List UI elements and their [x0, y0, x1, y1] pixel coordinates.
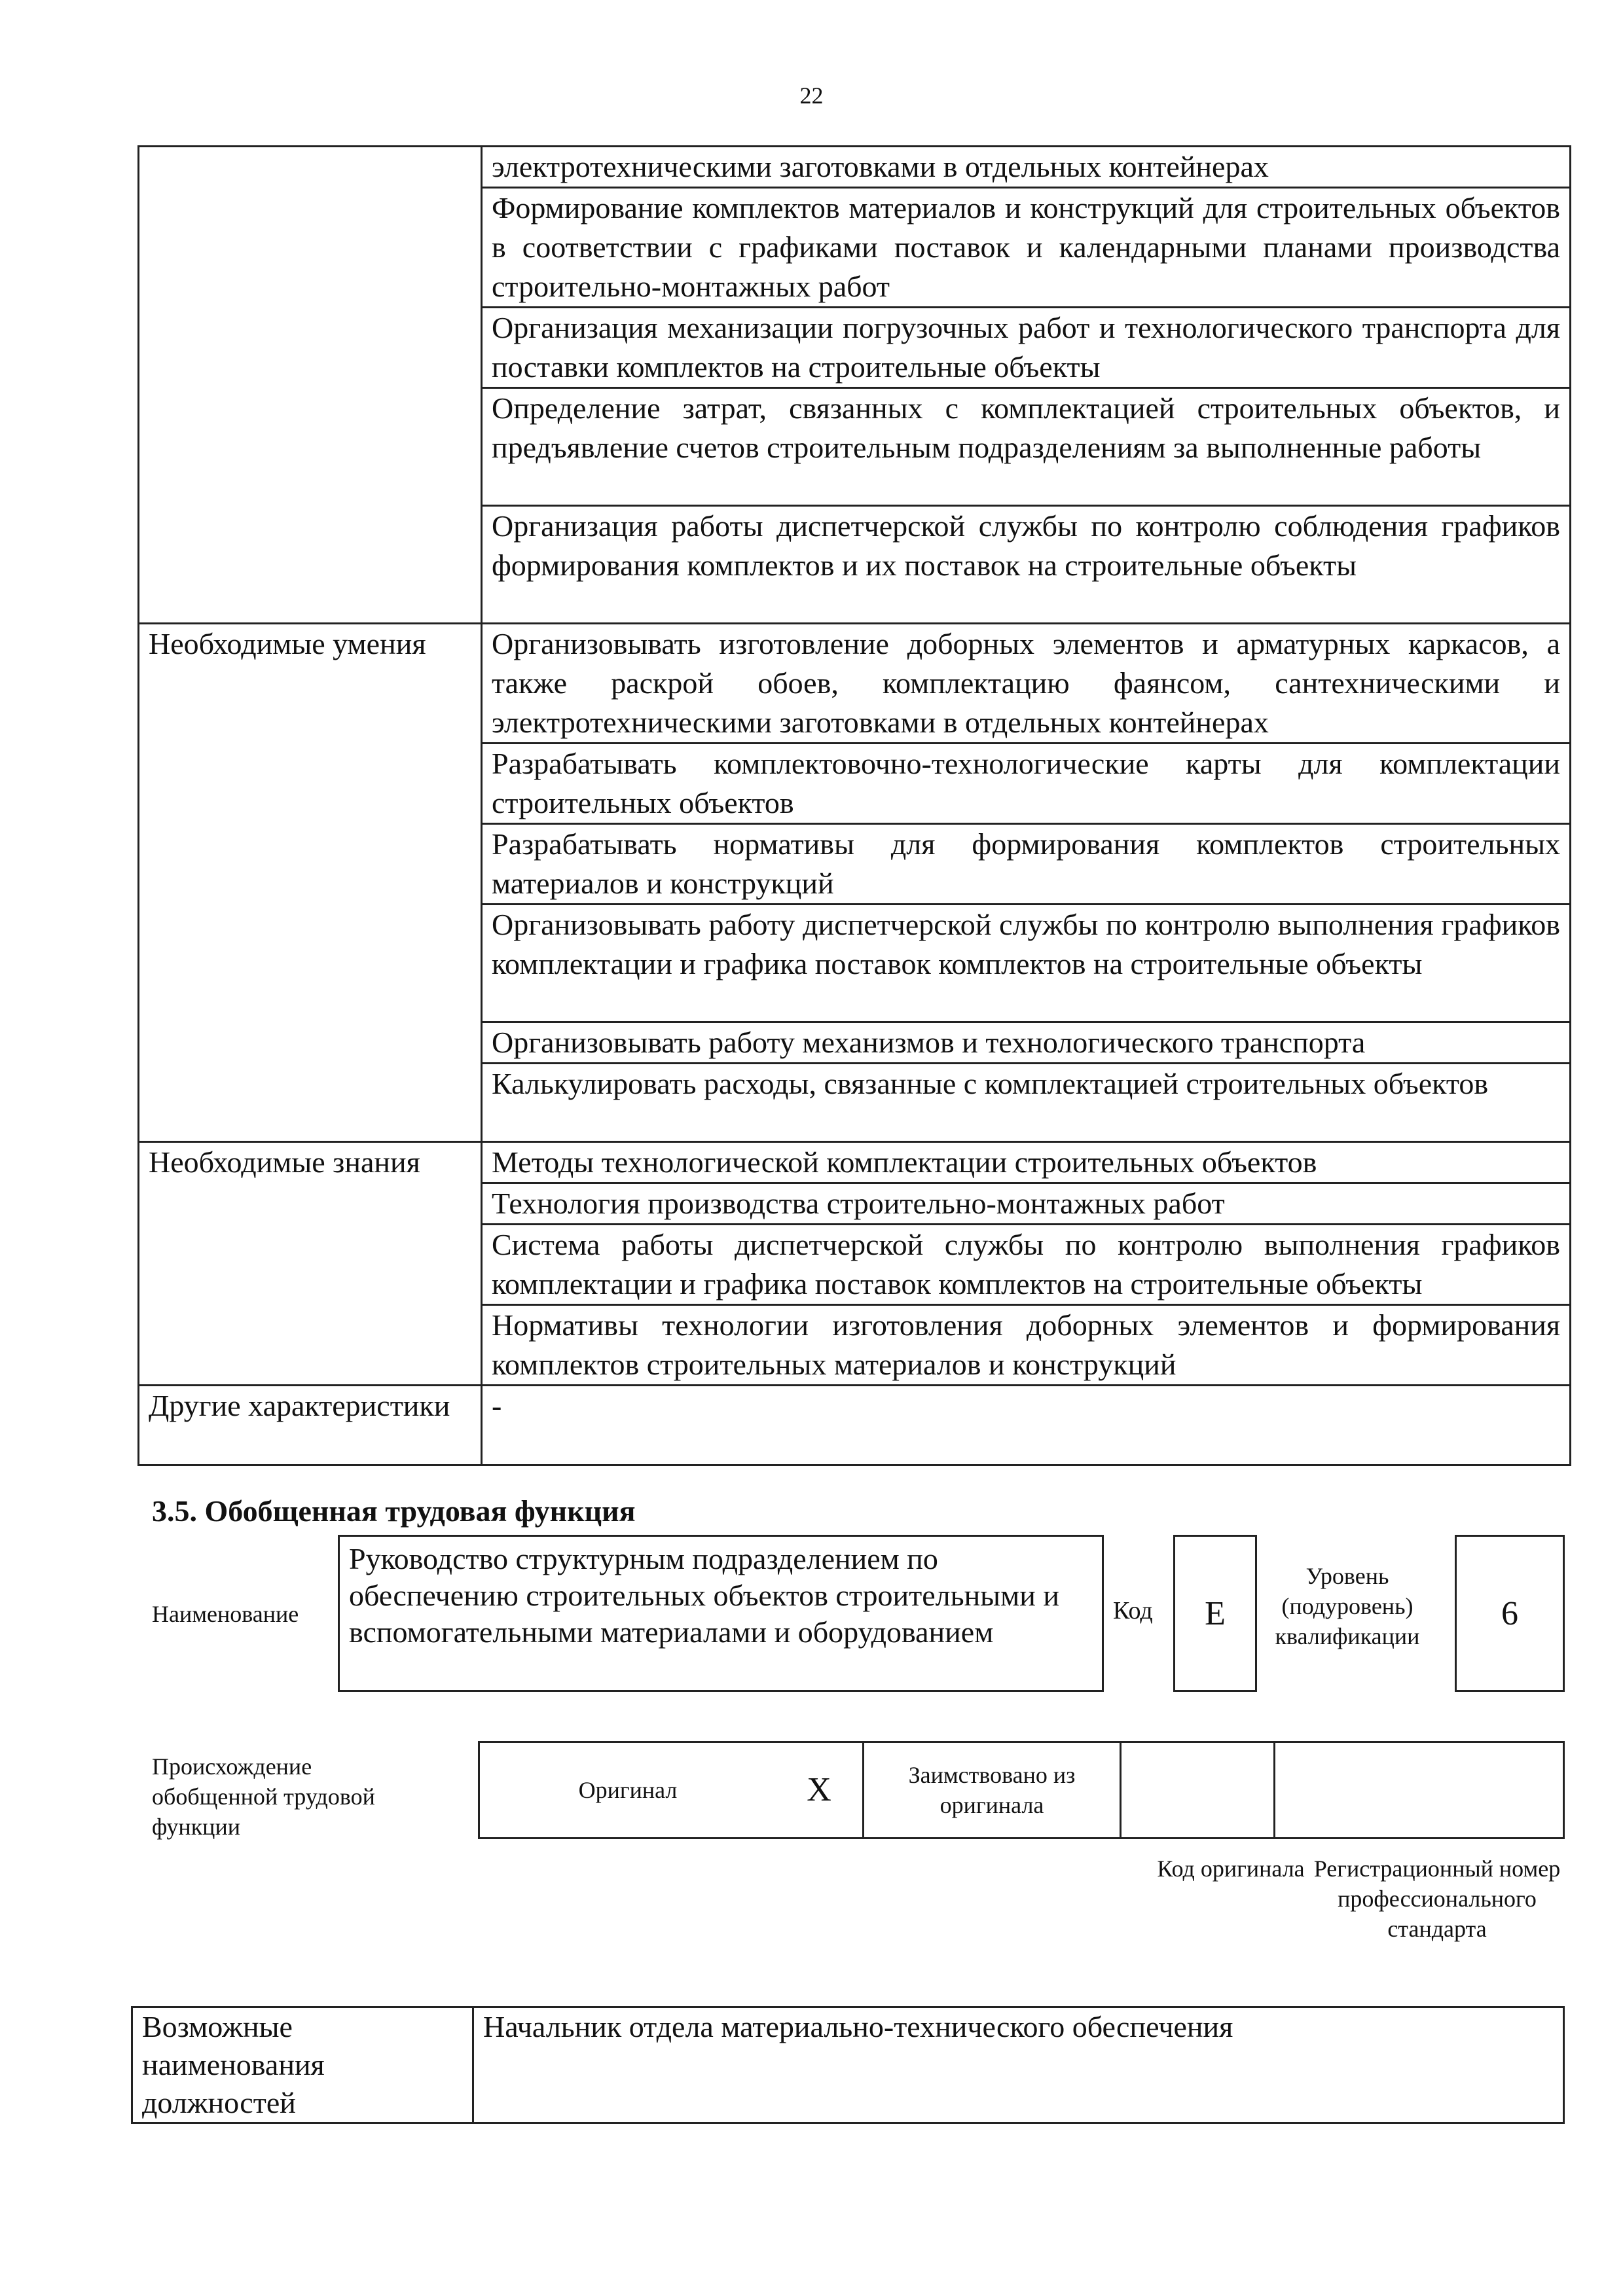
origin-table — [478, 1741, 1565, 1839]
table-cell: Система работы диспетчерской службы по контролю выполнения графиков комплектации и графика поставок комплектов на строительные объекты — [482, 1225, 1571, 1305]
table-cell: Разрабатывать нормативы для формирования комплектов строительных материалов и конструкций — [482, 824, 1571, 905]
table-cell: Организовывать изготовление доборных элементов и арматурных каркасов, а также раскрой обоев, комплектацию фаянсом, сантехническими и электротехническими заготовками в отдельных контейнерах — [482, 624, 1571, 744]
table-cell: - — [482, 1386, 1571, 1465]
level-value-box: 6 — [1455, 1535, 1565, 1692]
borrowed-label: Заимствовано из оригинала — [864, 1742, 1121, 1839]
name-label: Наименование — [152, 1601, 299, 1627]
positions-label: Возможные наименования должностей — [132, 2007, 473, 2123]
section-title: 3.5. Обобщенная трудовая функция — [152, 1494, 636, 1528]
table-heading: Необходимые умения — [139, 624, 482, 1142]
table-cell: Методы технологической комплектации строительных объектов — [482, 1142, 1571, 1183]
positions-table — [131, 2006, 1565, 2124]
table-heading: Другие характеристики — [139, 1386, 482, 1465]
table-cell: Нормативы технологии изготовления доборных элементов и формирования комплектов строительных материалов и конструкций — [482, 1305, 1571, 1386]
table-cell: Определение затрат, связанных с комплектацией строительных объектов, и предъявление счетов строительным подразделениям за выполненные работы — [482, 388, 1571, 506]
table-cell: Организовывать работу диспетчерской службы по контролю выполнения графиков комплектации и графика поставок комплектов на строительные объекты — [482, 905, 1571, 1022]
original-mark: X — [776, 1742, 864, 1839]
table-heading: Необходимые знания — [139, 1142, 482, 1386]
level-label: Уровень (подуровень) квалификации — [1275, 1563, 1420, 1649]
function-name-box: Руководство структурным подразделением по обеспечению строительных объектов строительными и вспомогательными материалами и оборудованием — [338, 1535, 1104, 1692]
table-cell: Калькулировать расходы, связанные с комплектацией строительных объектов — [482, 1064, 1571, 1142]
page-number: 22 — [799, 82, 824, 109]
competencies-table — [137, 145, 1571, 1466]
table-cell: Организация работы диспетчерской службы по контролю соблюдения графиков формирования комплектов и их поставок на строительные объекты — [482, 506, 1571, 624]
original-label: Оригинал — [479, 1742, 776, 1839]
code-caption: Код оригинала — [1157, 1856, 1305, 1882]
origin-reg-cell — [1275, 1742, 1564, 1839]
table-cell: электротехническими заготовками в отдельных контейнерах — [482, 147, 1571, 188]
origin-label: Происхождение обобщенной трудовой функции — [152, 1753, 375, 1840]
table-cell: Формирование комплектов материалов и конструкций для строительных объектов в соответствии с графиками поставок и календарными планами производства строительно-монтажных работ — [482, 188, 1571, 308]
origin-code-cell — [1121, 1742, 1275, 1839]
table-heading — [139, 147, 482, 624]
code-value-box: E — [1173, 1535, 1257, 1692]
reg-caption: Регистрационный номер профессионального стандарта — [1313, 1856, 1561, 1942]
code-label: Код — [1113, 1597, 1153, 1624]
table-cell: Организация механизации погрузочных работ и технологического транспорта для поставки комплектов на строительные объекты — [482, 308, 1571, 388]
table-cell: Организовывать работу механизмов и технологического транспорта — [482, 1022, 1571, 1064]
table-cell: Разрабатывать комплектовочно-технологические карты для комплектации строительных объектов — [482, 744, 1571, 824]
table-cell: Технология производства строительно-монтажных работ — [482, 1183, 1571, 1225]
positions-value: Начальник отдела материально-технического обеспечения — [473, 2007, 1564, 2123]
